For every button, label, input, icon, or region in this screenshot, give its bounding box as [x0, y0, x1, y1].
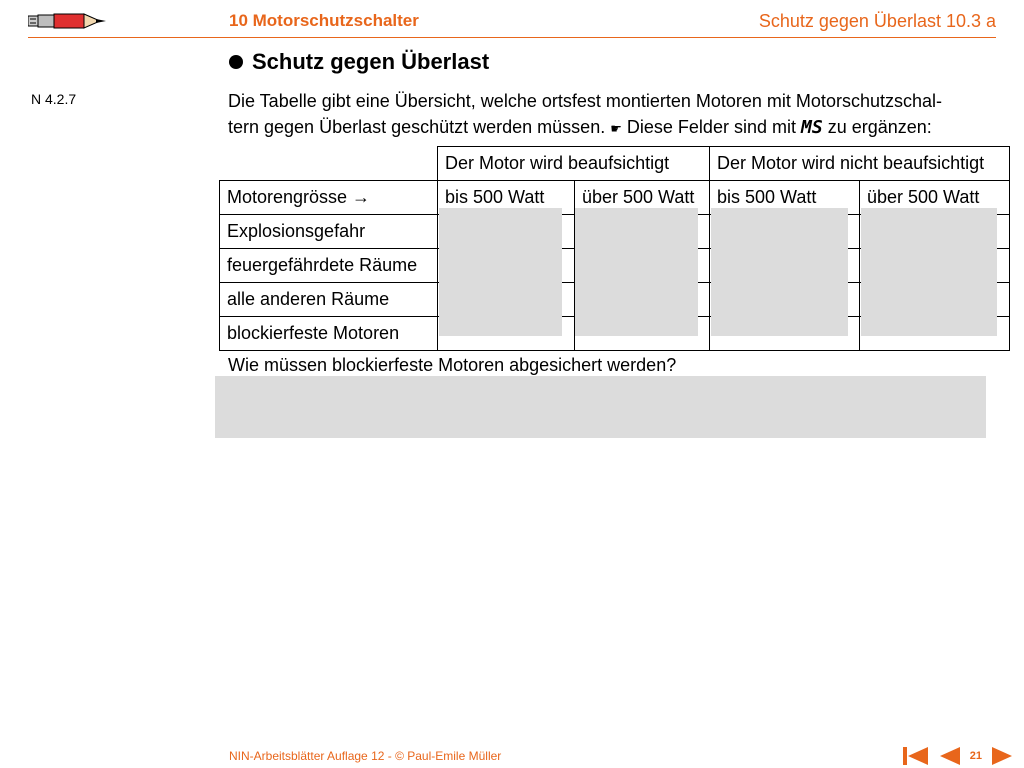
col-header-3: bis 500 Watt: [710, 181, 860, 215]
col-header-2: über 500 Watt: [575, 181, 710, 215]
col-header-1: bis 500 Watt: [438, 181, 575, 215]
row-label: blockierfeste Motoren: [220, 317, 438, 351]
chapter-title: 10 Motorschutzschalter: [229, 11, 419, 30]
col-header-4: über 500 Watt: [860, 181, 1010, 215]
topic-title: Schutz gegen Überlast 10.3 a: [758, 11, 996, 31]
previous-page-icon[interactable]: [938, 746, 962, 766]
row-header-motor-size: Motorengrösse →: [220, 181, 438, 215]
page-number: 21: [969, 750, 982, 762]
pointing-hand-icon: ☛: [610, 121, 622, 136]
fill-overlay-col1[interactable]: [439, 208, 562, 336]
row-label: Explosionsgefahr: [220, 215, 438, 249]
intro-line2c: zu ergänzen:: [827, 117, 932, 137]
fill-overlay-col3[interactable]: [711, 208, 848, 336]
row-label: alle anderen Räume: [220, 283, 438, 317]
intro-line2b: Diese Felder sind mit: [626, 117, 796, 137]
fill-overlay-col2[interactable]: [575, 208, 698, 336]
ms-marker: MS: [800, 117, 823, 138]
bullet-icon: [229, 55, 243, 69]
intro-line2a: tern gegen Überlast geschützt werden müssen.: [228, 117, 606, 137]
group-header-supervised: Der Motor wird beaufsichtigt: [438, 147, 710, 181]
section-title-text: Schutz gegen Überlast: [252, 49, 490, 74]
table-corner: [220, 147, 438, 181]
pencil-icon: [28, 10, 108, 32]
table-group-header-row: [220, 147, 1010, 181]
header-divider: [28, 37, 996, 38]
norm-reference: N 4.2.7: [31, 91, 77, 107]
section-heading: [229, 49, 489, 75]
page-navigation: [902, 746, 1014, 766]
question-text: Wie müssen blockierfeste Motoren abgesichert werden?: [228, 355, 677, 375]
fill-overlay-col4[interactable]: [861, 208, 997, 336]
intro-paragraph: [228, 88, 993, 142]
answer-field[interactable]: [215, 376, 986, 438]
footer-copyright: NIN-Arbeitsblätter Auflage 12 - © Paul-Emile Müller: [229, 749, 502, 763]
row-label: feuergefährdete Räume: [220, 249, 438, 283]
first-page-icon[interactable]: [902, 746, 930, 766]
next-page-icon[interactable]: [990, 746, 1014, 766]
group-header-unsupervised: Der Motor wird nicht beaufsichtigt: [710, 147, 1010, 181]
intro-line1: Die Tabelle gibt eine Übersicht, welche ortsfest montierten Motoren mit Motorschutzschal-: [228, 91, 942, 111]
